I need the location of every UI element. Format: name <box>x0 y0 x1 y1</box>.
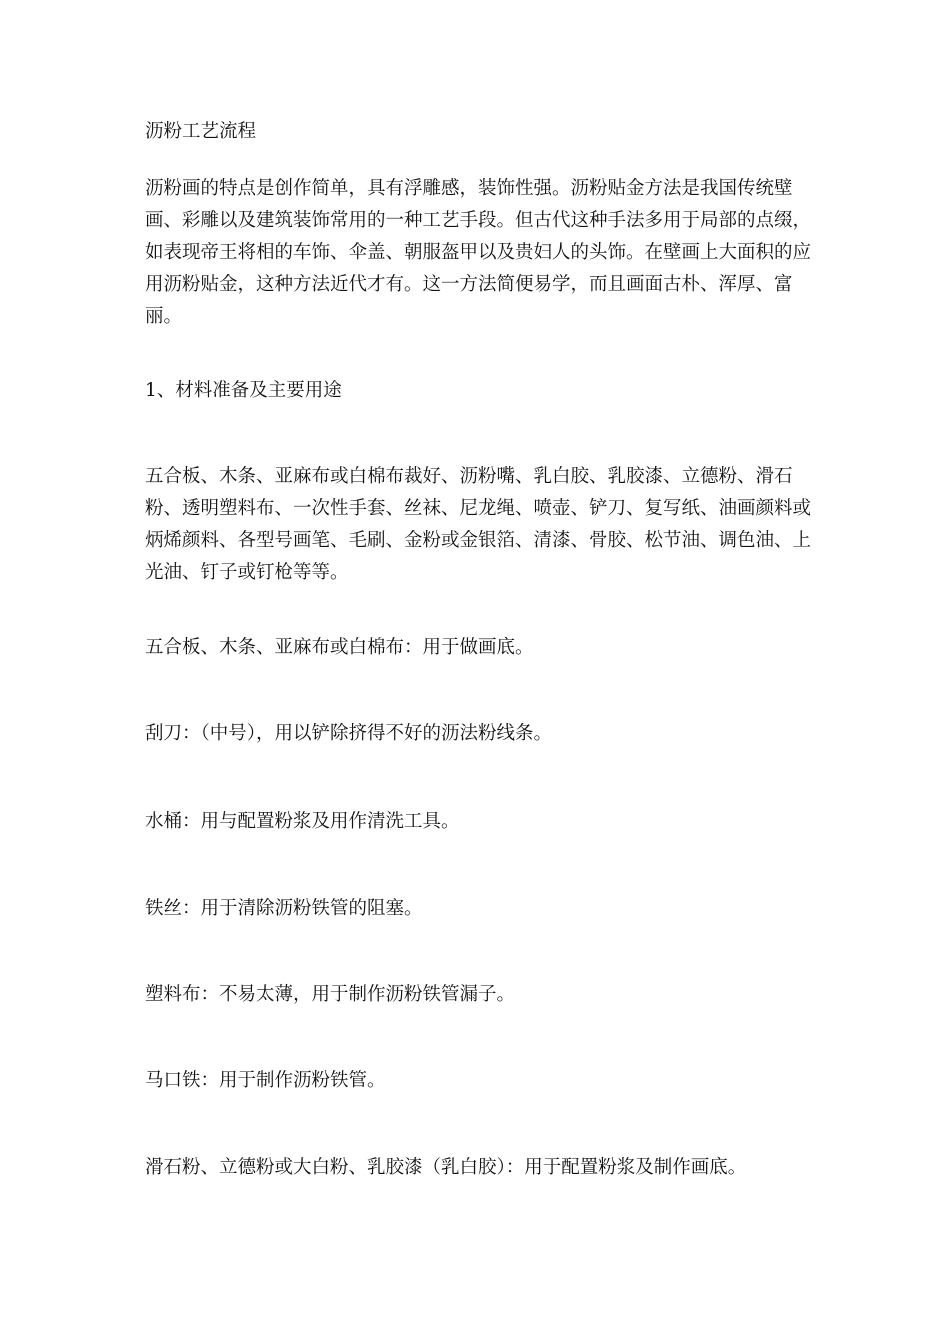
usage-item: 水桶：用与配置粉浆及用作清洗工具。 <box>145 811 460 832</box>
section-heading: 1、材料准备及主要用途 <box>145 380 342 401</box>
usage-item: 铁丝：用于清除沥粉铁管的阻塞。 <box>145 898 423 919</box>
intro-paragraph: 沥粉画的特点是创作简单，具有浮雕感，装饰性强。沥粉贴金方法是我国传统壁画、彩雕以及建筑装饰常用的一种工艺手段。但古代这种手法多用于局部的点缀，如表现帝王将相的车饰、伞盖、朝服盔甲以及贵妇人的头饰。在壁画上大面积的应用沥粉贴金，这种方法近代才有。这一方法简便易学，而且画面古朴、浑厚、富丽。 <box>145 178 812 327</box>
usage-item: 滑石粉、立德粉或大白粉、乳胶漆（乳白胶）：用于配置粉浆及制作画底。 <box>145 1157 747 1178</box>
document-title: 沥粉工艺流程 <box>145 121 257 142</box>
usage-item: 塑料布：不易太薄，用于制作沥粉铁管漏子。 <box>145 984 516 1005</box>
usage-item: 马口铁：用于制作沥粉铁管。 <box>145 1070 386 1091</box>
materials-paragraph: 五合板、木条、亚麻布或白棉布裁好、沥粉嘴、乳白胶、乳胶漆、立德粉、滑石粉、透明塑料布、一次性手套、丝袜、尼龙绳、喷壶、铲刀、复写纸、油画颜料或炳烯颜料、各型号画笔、毛刷、金粉或金银箔、清漆、骨胶、松节油、调色油、上光油、钉子或钉枪等等。 <box>145 466 812 583</box>
usage-item: 刮刀：（中号），用以铲除挤得不好的沥法粉线条。 <box>145 723 553 744</box>
usage-item: 五合板、木条、亚麻布或白棉布：用于做画底。 <box>145 637 534 658</box>
